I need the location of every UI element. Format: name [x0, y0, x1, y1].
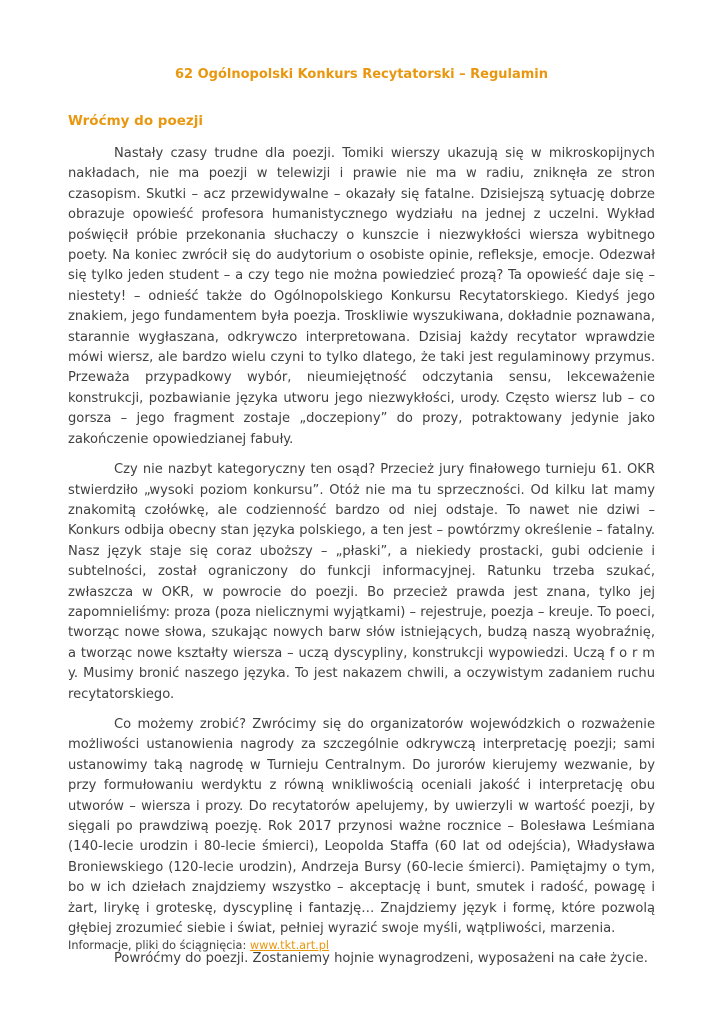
section-heading: Wróćmy do poezji: [68, 113, 203, 129]
document-title: 62 Ogólnopolski Konkurs Recytatorski – Regulamin: [174, 67, 549, 82]
paragraph-3: Co możemy zrobić? Zwrócimy się do organizatorów wojewódzkich o rozważenie możliwości ustanowienia nagrody za szczególnie odkrywczą interpretację poezji; sami ustanowimy taką nagrodę w Turnieju Centralnym. Do jurorów kierujemy wezwanie, by przy formułowaniu werdyktu z równą wnikliwością oceniali jakość i interpretację obu utworów – wiersza i prozy. Do recytatorów apelujemy, by uwierzyli w wartość poezji, by sięgali po prawdziwą poezję. Rok 2017 przynosi ważne rocznice – Bolesława Leśmiana (140-lecie urodzin i 80-lecie śmierci), Leopolda Staffa (60 lat od odejścia), Władysława Broniewskiego (120-lecie urodzin), Andrzeja Bursy (60-lecie śmierci). Pamiętajmy o tym, bo w ich dziełach znajdziemy wszystko – akceptację i bunt, smutek i radość, powagę i żart, lirykę i groteskę, dyscyplinę i fantazję… Znajdziemy język i formę, które pozwolą głębiej zrozumieć siebie i świat, pełniej wyrazić swoje myśli, wątpliwości, marzenia.: [68, 716, 655, 937]
document-page: [68, 66, 655, 980]
paragraph-1: Nastały czasy trudne dla poezji. Tomiki wierszy ukazują się w mikroskopijnych nakładach, nie ma poezji w telewizji i prawie nie ma w radiu, zniknęła ze stron czasopism. Skutki – acz przewidywalne – okazały się fatalne. Dzisiejszą sytuację dobrze obrazuje opowieść profesora humanistycznego wydziału na jednej z uczelni. Wykład poświęcił próbie przekonania słuchaczy o kunszcie i niezwykłości wiersza wybitnego poety. Na koniec zwrócił się do audytorium o osobiste opinie, refleksje, emocje. Odezwał się tylko jeden student – a czy tego nie można powiedzieć prozą? Ta opowieść daje się – niestety! – odnieść także do Ogólnopolskiego Konkursu Recytatorskiego. Kiedyś jego znakiem, jego fundamentem była poezja. Troskliwie wyszukiwana, dokładnie poznawana, starannie wygłaszana, odkrywczo interpretowana. Dzisiaj każdy recytator wprawdzie mówi wiersz, ale bardzo wielu czyni to tylko dlatego, że taki jest regulaminowy przymus. Przeważa przypadkowy wybór, nieumiejętność odczytania sensu, lekceważenie konstrukcji, pozbawianie języka utworu jego niezwykłości, urody. Często wiersz lub – co gorsza – jego fragment zostaje „doczepiony” do prozy, potraktowany jedynie jako zakończenie opowiedzianej fabuły.: [68, 146, 655, 447]
website-link[interactable]: www.tkt.art.pl: [249, 939, 330, 952]
paragraph-2: Czy nie nazbyt kategoryczny ten osąd? Przecież jury finałowego turnieju 61. OKR stwierdziło „wysoki poziom konkursu”. Otóż nie ma tu sprzeczności. Od kilku lat mamy znakomitą czołówkę, ale codzienność bardzo od niej odstaje. To nawet nie dziwi – Konkurs odbija obecny stan języka polskiego, a ten jest – powtórzmy określenie – fatalny. Nasz język staje się coraz uboższy – „płaski”, a niekiedy prostacki, gubi odcienie i subtelności, został ograniczony do funkcji informacyjnej. Ratunku trzeba szukać, zwłaszcza w OKR, w powrocie do poezji. Bo przecież prawda jest znana, tylko jej zapomnieliśmy: proza (poza nielicznymi wyjątkami) – rejestruje, poezja – kreuje. To poeci, tworząc nowe słowa, szukając nowych barw słów istniejących, budzą naszą wyobraźnię, a tworząc nowe kształty wiersza – uczą dyscypliny, konstrukcji wypowiedzi. Uczą f o r m y. Musimy bronić naszego języka. To jest nakazem chwili, a oczywistym zadaniem ruchu recytatorskiego.: [68, 462, 655, 702]
paragraph-4: Powróćmy do poezji. Zostaniemy hojnie wynagrodzeni, wyposażeni na całe życie.: [114, 951, 648, 967]
footer: [68, 938, 329, 954]
footer-label: Informacje, pliki do ściągnięcia:: [68, 939, 250, 952]
